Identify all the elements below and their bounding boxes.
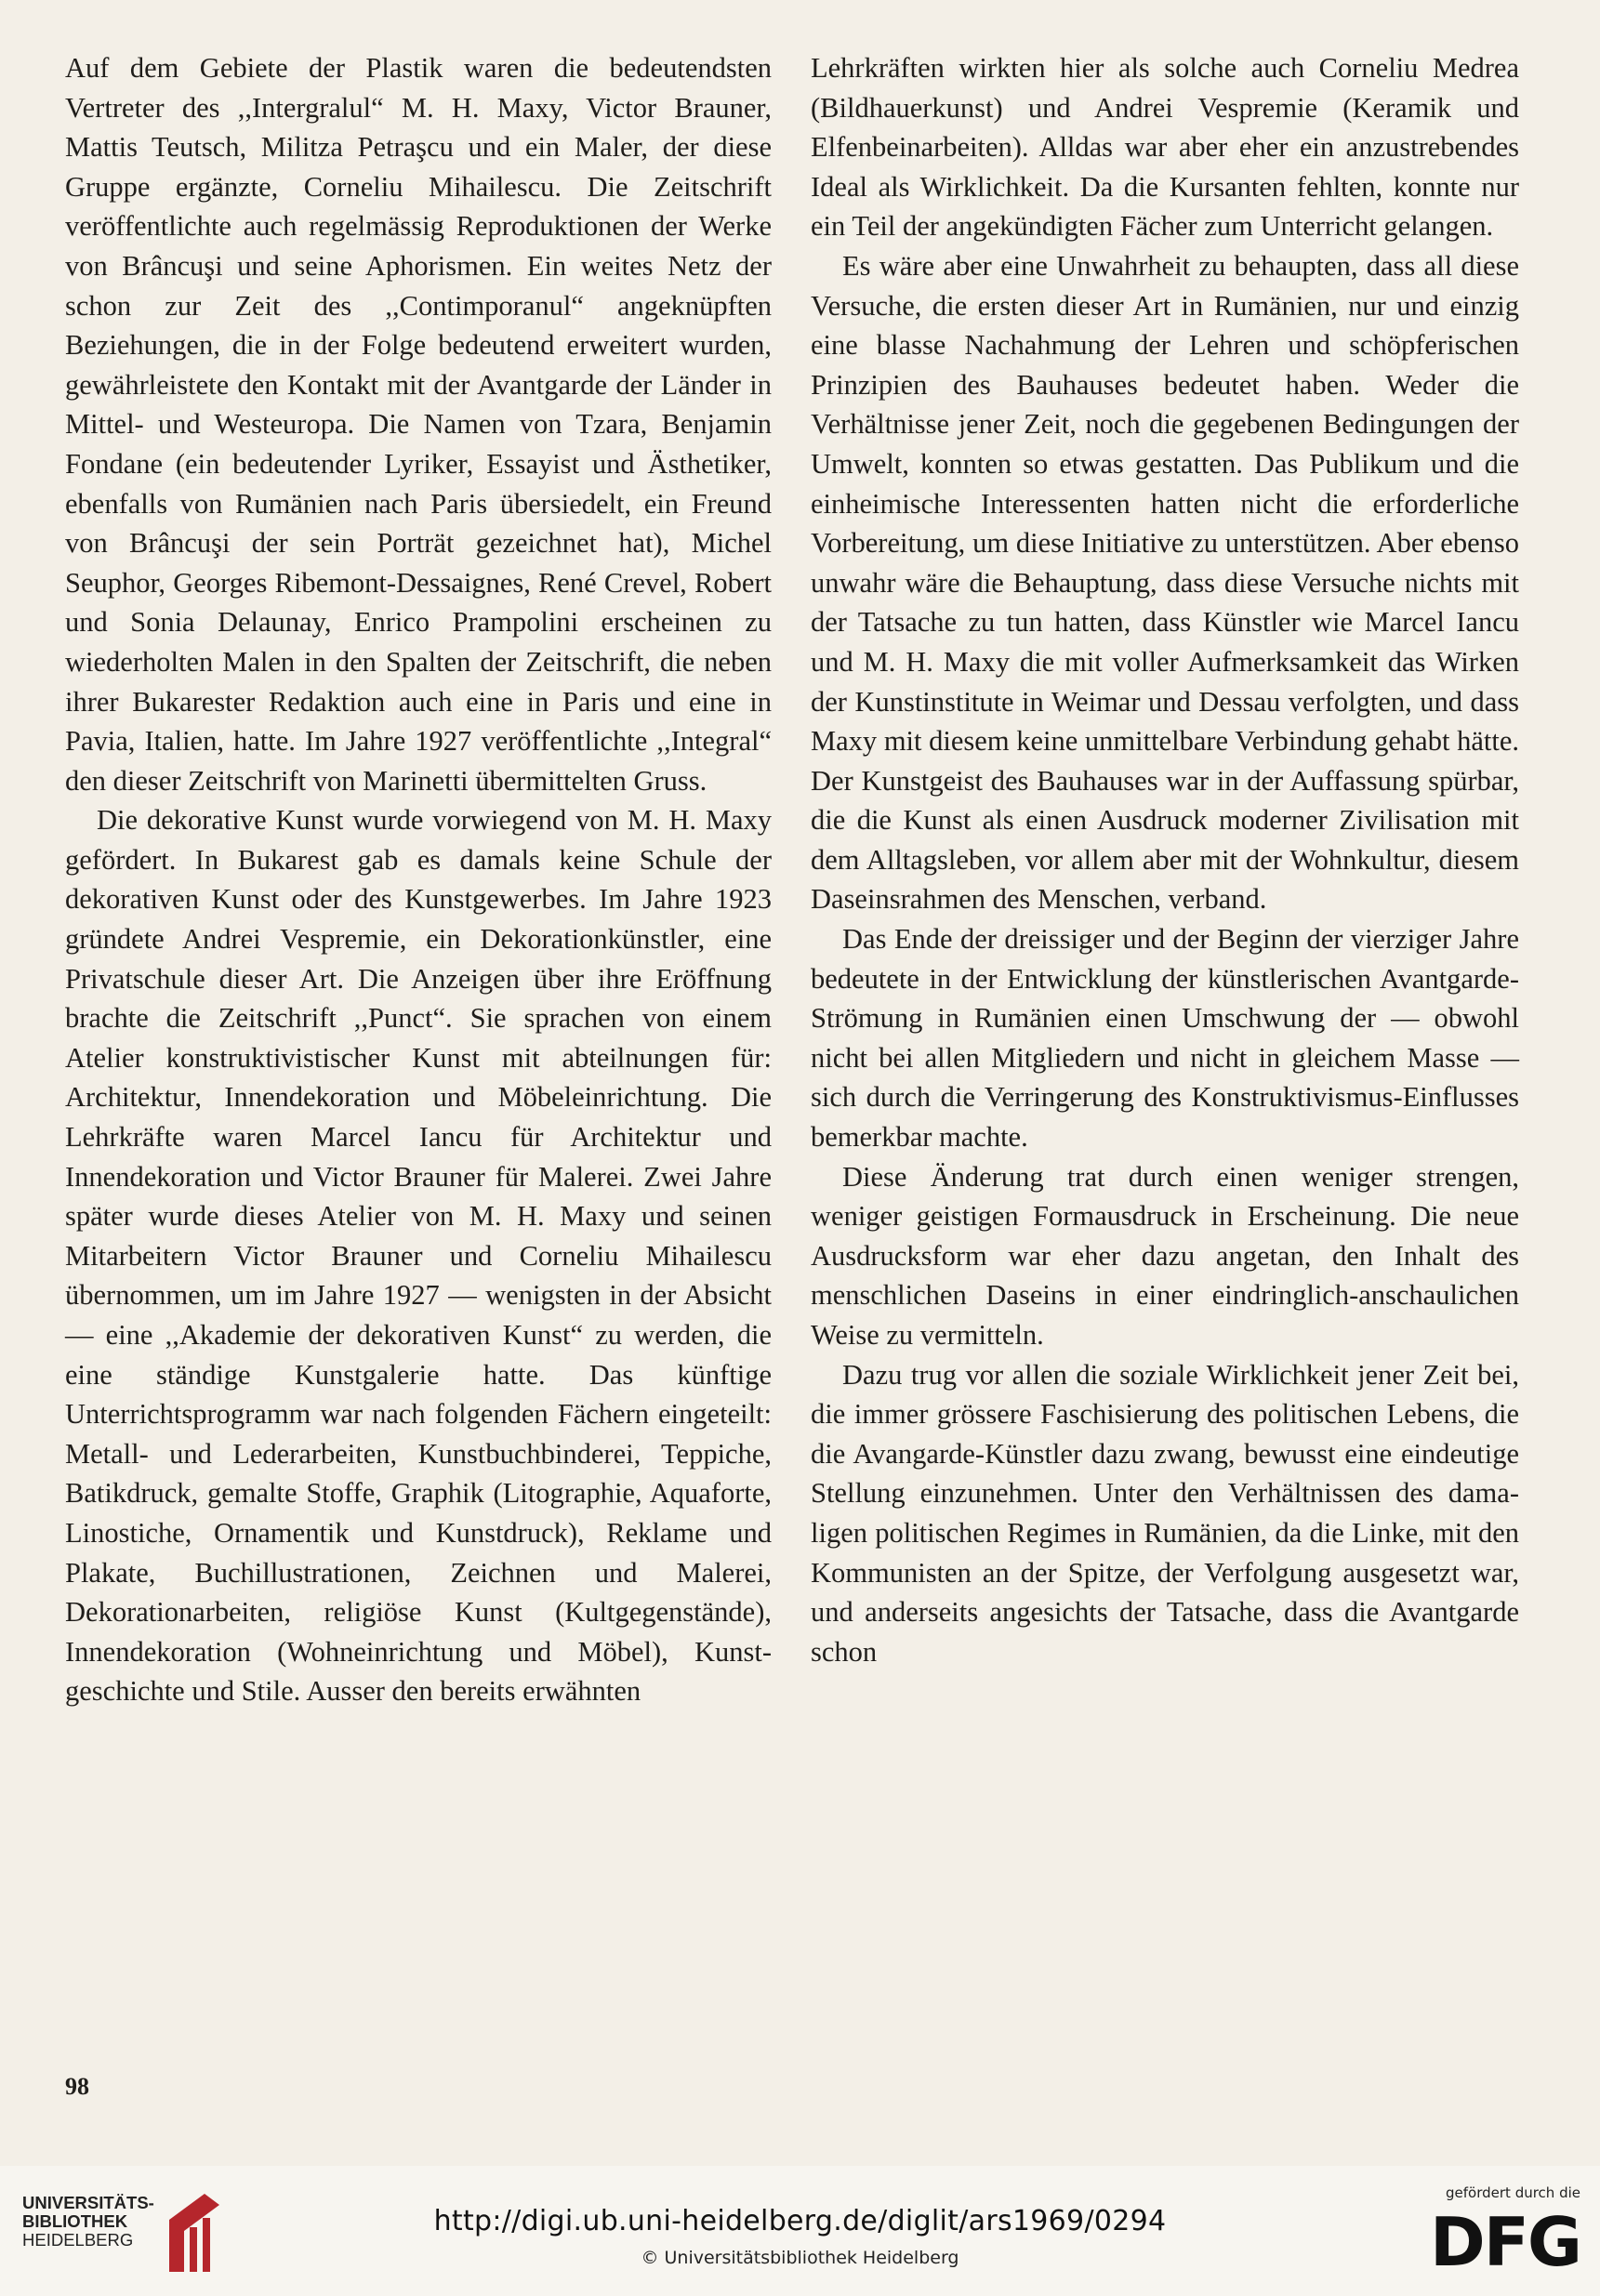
- paragraph: Dazu trug vor allen die soziale Wirklichkeit jener Zeit bei, die immer grössere Faschisierung des politischen Lebens, die die Avangarde-Künstler dazu zwang, bewusst eine eindeutige Stellung einzunehmen. Unter den Verhältnissen des damaligen politischen Regimes in Rumänien, da die Linke, mit den Kommunisten an der Spitze, der Verfolgung ausgesetzt war, und anderseits angesichts der Tatsache, dass die Avantgarde schon: [811, 1358, 1519, 1668]
- source-url-link[interactable]: http://digi.ub.uni-heidelberg.de/diglit/ars1969/0294: [433, 2205, 1167, 2237]
- dfg-logo[interactable]: [1413, 2184, 1580, 2287]
- paragraph: Auf dem Gebiete der Plastik waren die bedeutendsten Vertreter des ,,Intergralul“ M. H. Maxy, Victor Brauner, Mattis Teutsch, Militza Petraşcu und ein Maler, der diese Gruppe ergänzte, Corneliu Mihailescu. Die Zeitschrift veröffentlichte auch regelmässig Reproduktionen der Werke von Brâncuşi und seine Aphorismen. Ein weites Netz der schon zur Zeit des ,,Contimporanul“ angeknüpften Beziehungen, die in der Folge bedeutend erweitert wurden, gewährleistete den Kontakt mit der Avantgarde der Länder in Mittel- und Westeuropa. Die Namen von Tzara, Benjamin Fondane (ein bedeutender Lyriker, Essayist und Ästhetiker, ebenfalls von Rumänien nach Paris übersiedelt, ein Freund von Brâncuşi der sein Porträt gezeichnet hat), Michel Seuphor, Georges Ribemont-Dessaignes, René Crevel, Robert und Sonia Delaunay, Enrico Prampolini erscheinen zu wiederholten Malen in den Spalten der Zeitschrift, die neben ihrer Bukarester Redaktion auch eine in Paris und eine in Pavia, Italien, hatte. Im Jahre 1927 veröffentlichte ,,Integral“ den dieser Zeitschrift von Marinetti übermittelten Gruss.: [65, 52, 772, 797]
- dfg-logo-text: DFG: [1429, 2203, 1580, 2281]
- copyright-notice: © Universitätsbibliothek Heidelberg: [641, 2248, 959, 2268]
- page-number: 98: [65, 2073, 89, 2100]
- library-name: UNIVERSITÄTS- BIBLIOTHEK HEIDELBERG: [22, 2193, 154, 2250]
- paragraph: Die dekorative Kunst wurde vorwiegend von M. H. Maxy gefördert. In Bukarest gab es damals keine Schule der dekorativen Kunst oder des Kunstgewerbes. Im Jahre 1923 gründete Andrei Vespremie, ein Dekorationkünstler, eine Privatschule dieser Art. Die Anzeigen über ihre Eröffnung brachte die Zeitschrift ,,Punct“. Sie sprachen von einem Atelier konstruktivistischer Kunst mit abteilnungen für: Architektur, Innendekoration und Möbeleinrichtung. Die Lehrkräfte waren Marcel Iancu für Architektur und Innendekoration und Victor Brauner für Malerei. Zwei Jahre später wurde dieses Atelier von M. H. Maxy und seinen Mitarbeitern Victor Brauner und Corneliu Mihailescu übernommen, um im Jahre 1927 — wenigsten in der Absicht — eine ,,Akademie der dekorativen Kunst“ zu werden, die eine ständige Kunstgalerie hatte. Das künftige Unterrichtsprogramm war nach folgenden Fächern eingeteilt: Metall- und Lederarbeiten, Kunstbuchbinderei, Teppiche, Batikdruck, gemalte Stoffe, Graphik (Litographie, Aquaforte, Linostiche, Ornamentik und Kunstdruck), Reklame und Plakate, Buchillustrationen, Zeichnen und Malerei, Dekorationarbeiten, religiöse Kunst (Kultgegenstände), Innendekoration (Wohneinrichtung und Möbel), Kunstgeschichte und Stile. Ausser den bereits erwähnten: [65, 804, 772, 1708]
- dfg-caption: gefördert durch die: [1446, 2184, 1580, 2201]
- left-text-column: [65, 48, 772, 1711]
- paragraph: Es wäre aber eine Unwahrheit zu behaupten, dass all diese Versuche, die ersten dieser Art in Rumänien, nur und einzig eine blasse Nachahmung der Lehren und schöpferischen Prinzipien des Bauhauses bedeutet haben. Weder die Verhältnisse jener Zeit, noch die gegebenen Bedingungen der Umwelt, konnten so etwas gestatten. Das Publikum und die einheimische Interessenten hatten nicht die erforderliche Vorbereitung, um diese Initiative zu unterstützen. Aber ebenso unwahr wäre die Behauptung, dass diese Versuche nichts mit der Tatsache zu tun hatten, dass Künstler wie Marcel Iancu und M. H. Maxy die mit voller Aufmerksamkeit das Wirken der Kunstinstitute in Weimar und Dessau verfolgten, und dass Maxy mit diesem keine unmittelbare Verbindung gehabt hätte. Der Kunstgeist des Bauhauses war in der Auffassung spürbar, die die Kunst als einen Ausdruck moderner Zivilisation mit dem Alltagsleben, vor allem aber mit der Wohnkultur, diesem Daseinsrahmen des Menschen, verband.: [811, 249, 1519, 916]
- paragraph: Lehrkräften wirkten hier als solche auch Corneliu Medrea (Bildhauerkunst) und Andrei Vespremie (Keramik und Elfenbeinarbeiten). Alldas war aber eher ein anzustrebendes Ideal als Wirklichkeit. Da die Kursanten fehlten, konnte nur ein Teil der angekündigten Fächer zum Unterricht gelangen.: [811, 52, 1519, 243]
- paragraph: Diese Änderung trat durch einen weniger strengen, weniger geistigen Formausdruck in Erscheinung. Die neue Ausdrucksform war eher dazu angetan, den Inhalt des menschlichen Daseins in einer eindringlich-anschaulichen Weise zu vermitteln.: [811, 1160, 1519, 1351]
- paragraph: Das Ende der dreissiger und der Beginn der vierziger Jahre bedeutete in der Entwicklung der künstlerischen Avantgarde-Strömung in Rumänien einen Umschwung der — obwohl nicht bei allen Mitgliedern und nicht in gleichem Masse — sich durch die Verringerung des Konstruktivismus-Einflusses bemerkbar machte.: [811, 923, 1519, 1154]
- right-text-column: [811, 48, 1519, 1671]
